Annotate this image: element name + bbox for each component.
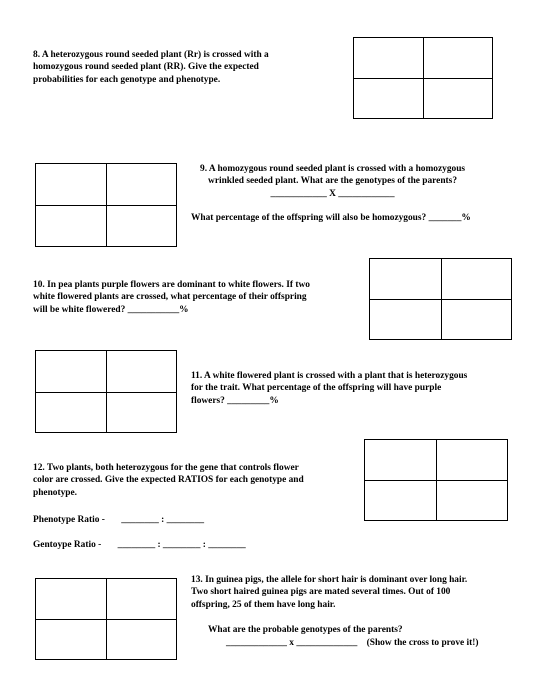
- question-10-text: [33, 279, 310, 316]
- punnett-divider: [354, 78, 492, 79]
- punnett-square-q9: [35, 163, 177, 247]
- question-10-line: 10. In pea plants purple flowers are dominant to white flowers. If two: [33, 280, 310, 290]
- punnett-divider: [36, 205, 176, 206]
- question-9-followup: What percentage of the offspring will also be homozygous? _______%: [191, 213, 471, 223]
- question-9-text: [200, 163, 465, 200]
- punnett-divider: [370, 299, 511, 300]
- question-8-line: homozygous round seeded plant (RR). Give the expected: [33, 62, 259, 73]
- punnett-divider: [36, 392, 176, 393]
- question-12-line: 12. Two plants, both heterozygous for the gene that controls flower: [33, 463, 299, 473]
- question-9-line: wrinkled seeded plant. What are the genotypes of the parents?: [208, 176, 458, 187]
- punnett-square-q10: [369, 258, 512, 340]
- question-10-line: white flowered plants are crossed, what percentage of their offspring: [33, 292, 307, 303]
- question-13-text: [191, 574, 467, 611]
- question-11-text: [191, 370, 467, 407]
- punnett-square-q13: [35, 578, 177, 660]
- punnett-divider: [36, 619, 176, 620]
- question-11-line: for the trait. What percentage of the offspring will have purple: [191, 383, 442, 394]
- question-8-text: [33, 49, 269, 86]
- question-13-line: Two short haired guinea pigs are mated several times. Out of 100: [191, 587, 451, 598]
- question-8-line: probabilities for each genotype and phenotype.: [33, 74, 221, 85]
- question-11-line: 11. A white flowered plant is crossed with a plant that is heterozygous: [191, 371, 468, 381]
- question-12-text: [33, 462, 304, 499]
- phenotype-ratio-line: Phenotype Ratio - ________ : ________: [33, 515, 205, 525]
- question-12-line: color are crossed. Give the expected RATIOS for each genotype and: [33, 475, 304, 486]
- question-9-line: 9. A homozygous round seeded plant is crossed with a homozygous: [200, 164, 466, 174]
- punnett-divider: [365, 480, 507, 481]
- punnett-square-q12: [364, 439, 508, 521]
- question-10-line: will be white flowered? ___________%: [33, 304, 189, 315]
- question-13-line: offspring, 25 of them have long hair.: [191, 599, 336, 610]
- question-13-prompt: What are the probable genotypes of the parents?: [208, 625, 403, 635]
- question-8-line: 8. A heterozygous round seeded plant (Rr) is crossed with a: [33, 50, 269, 60]
- question-9-answer-line: ____________ X ____________: [270, 188, 395, 199]
- question-11-line: flowers? _________%: [191, 395, 279, 406]
- genotype-ratio-line: Gentoype Ratio - ________ : ________ : ________: [33, 540, 246, 550]
- question-13-line: 13. In guinea pigs, the allele for short hair is dominant over long hair.: [191, 575, 468, 585]
- question-13-answer-line: _____________ x _____________ (Show the cross to prove it!): [226, 638, 479, 648]
- punnett-square-q8: [353, 37, 493, 119]
- punnett-square-q11: [35, 350, 177, 433]
- question-12-line: phenotype.: [33, 487, 78, 498]
